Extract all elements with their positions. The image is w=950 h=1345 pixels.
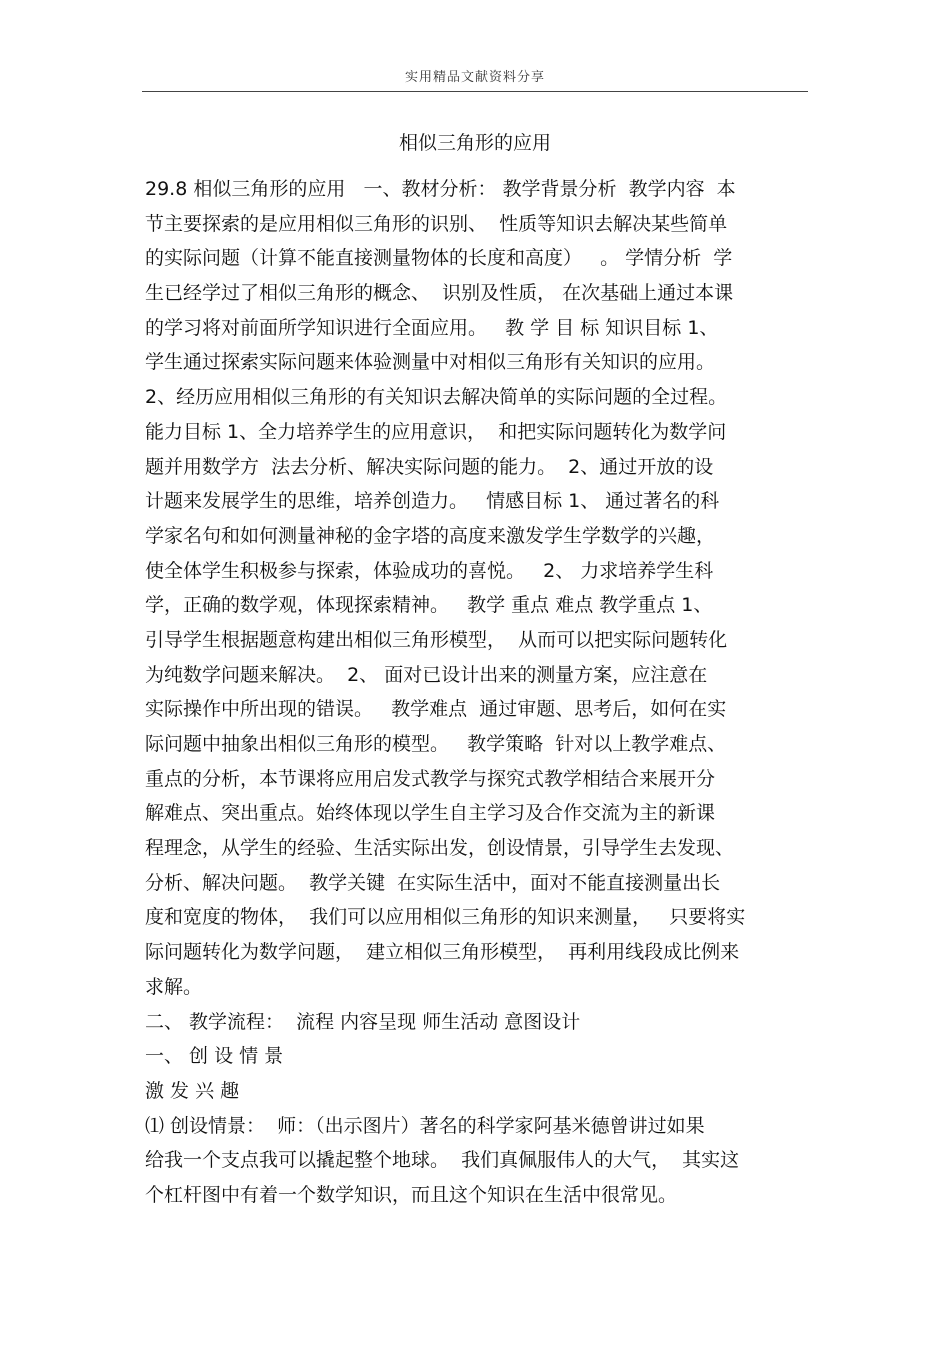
text-line: 学家名句和如何测量神秘的金字塔的高度来激发学生学数学的兴趣， (145, 524, 716, 547)
text-line: ⑴ 创设情景： 师：（出示图片）著名的科学家阿基米德曾讲过如果 (145, 1114, 705, 1137)
text-line: 的实际问题（计算不能直接测量物体的长度和高度） 。 学情分析 学 (145, 247, 733, 270)
text-line: 分析、解决问题。 教学关键 在实际生活中，面对不能直接测量出长 (145, 871, 721, 894)
section-heading: 激 发 兴 趣 (145, 1079, 240, 1102)
text-line: 求解。 (145, 975, 203, 998)
text-line: 为纯数学问题来解决。 2、 面对已设计出来的测量方案，应注意在 (145, 663, 708, 686)
text-line: 学，正确的数学观，体现探索精神。 教学 重点 难点 教学重点 1、 (145, 594, 713, 617)
text-line: 2、经历应用相似三角形的有关知识去解决简单的实际问题的全过程。 (145, 386, 728, 409)
header-text: 实用精品文献资料分享 (404, 70, 545, 85)
text-line: 学生通过探索实际问题来体验测量中对相似三角形有关知识的应用。 (145, 351, 716, 374)
text-line: 重点的分析，本节课将应用启发式教学与探究式教学相结合来展开分 (145, 767, 716, 790)
text-line: 题并用数学方 法去分析、解决实际问题的能力。 2、通过开放的设 (145, 455, 714, 478)
text-line: 29.8 相似三角形的应用 一、教材分析： 教学背景分析 教学内容 本 (145, 178, 736, 200)
text-line: 程理念，从学生的经验、生活实际出发，创设情景，引导学生去发现、 (145, 837, 735, 860)
text-line: 个杠杆图中有着一个数学知识，而且这个知识在生活中很常见。 (145, 1183, 678, 1206)
text-line: 解难点、突出重点。始终体现以学生自主学习及合作交流为主的新课 (145, 802, 716, 825)
text-line: 给我一个支点我可以撬起整个地球。 我们真佩服伟人的大气， 其实这 (145, 1149, 740, 1172)
text-line: 生已经学过了相似三角形的概念、 识别及性质， 在次基础上通过本课 (145, 282, 734, 305)
section-heading: 二、 教学流程： 流程 内容呈现 师生活动 意图设计 (145, 1010, 581, 1033)
text-line: 的学习将对前面所学知识进行全面应用。 教 学 目 标 知识目标 1、 (145, 316, 719, 339)
text-line: 度和宽度的物体， 我们可以应用相似三角形的知识来测量， 只要将实 (145, 906, 746, 929)
text-line: 计题来发展学生的思维，培养创造力。 情感目标 1、 通过著名的科 (145, 490, 720, 513)
document-title: 相似三角形的应用 (398, 132, 551, 154)
text-line: 节主要探索的是应用相似三角形的识别、 性质等知识去解决某些简单 (145, 212, 728, 235)
section-heading: 一、 创 设 情 景 (145, 1045, 284, 1068)
text-line: 际问题转化为数学问题， 建立相似三角形模型， 再利用线段成比例来 (145, 941, 740, 964)
text-line: 际问题中抽象出相似三角形的模型。 教学策略 针对以上教学难点、 (145, 733, 727, 755)
header-divider (142, 91, 808, 92)
text-line: 使全体学生积极参与探索，体验成功的喜悦。 2、 力求培养学生科 (145, 559, 714, 582)
text-line: 实际操作中所出现的错误。 教学难点 通过审题、思考后，如何在实 (145, 698, 727, 721)
text-line: 能力目标 1、全力培养学生的应用意识， 和把实际问题转化为数学问 (145, 420, 727, 443)
text-line: 引导学生根据题意构建出相似三角形模型， 从而可以把实际问题转化 (145, 628, 728, 651)
document-body (145, 172, 815, 1213)
